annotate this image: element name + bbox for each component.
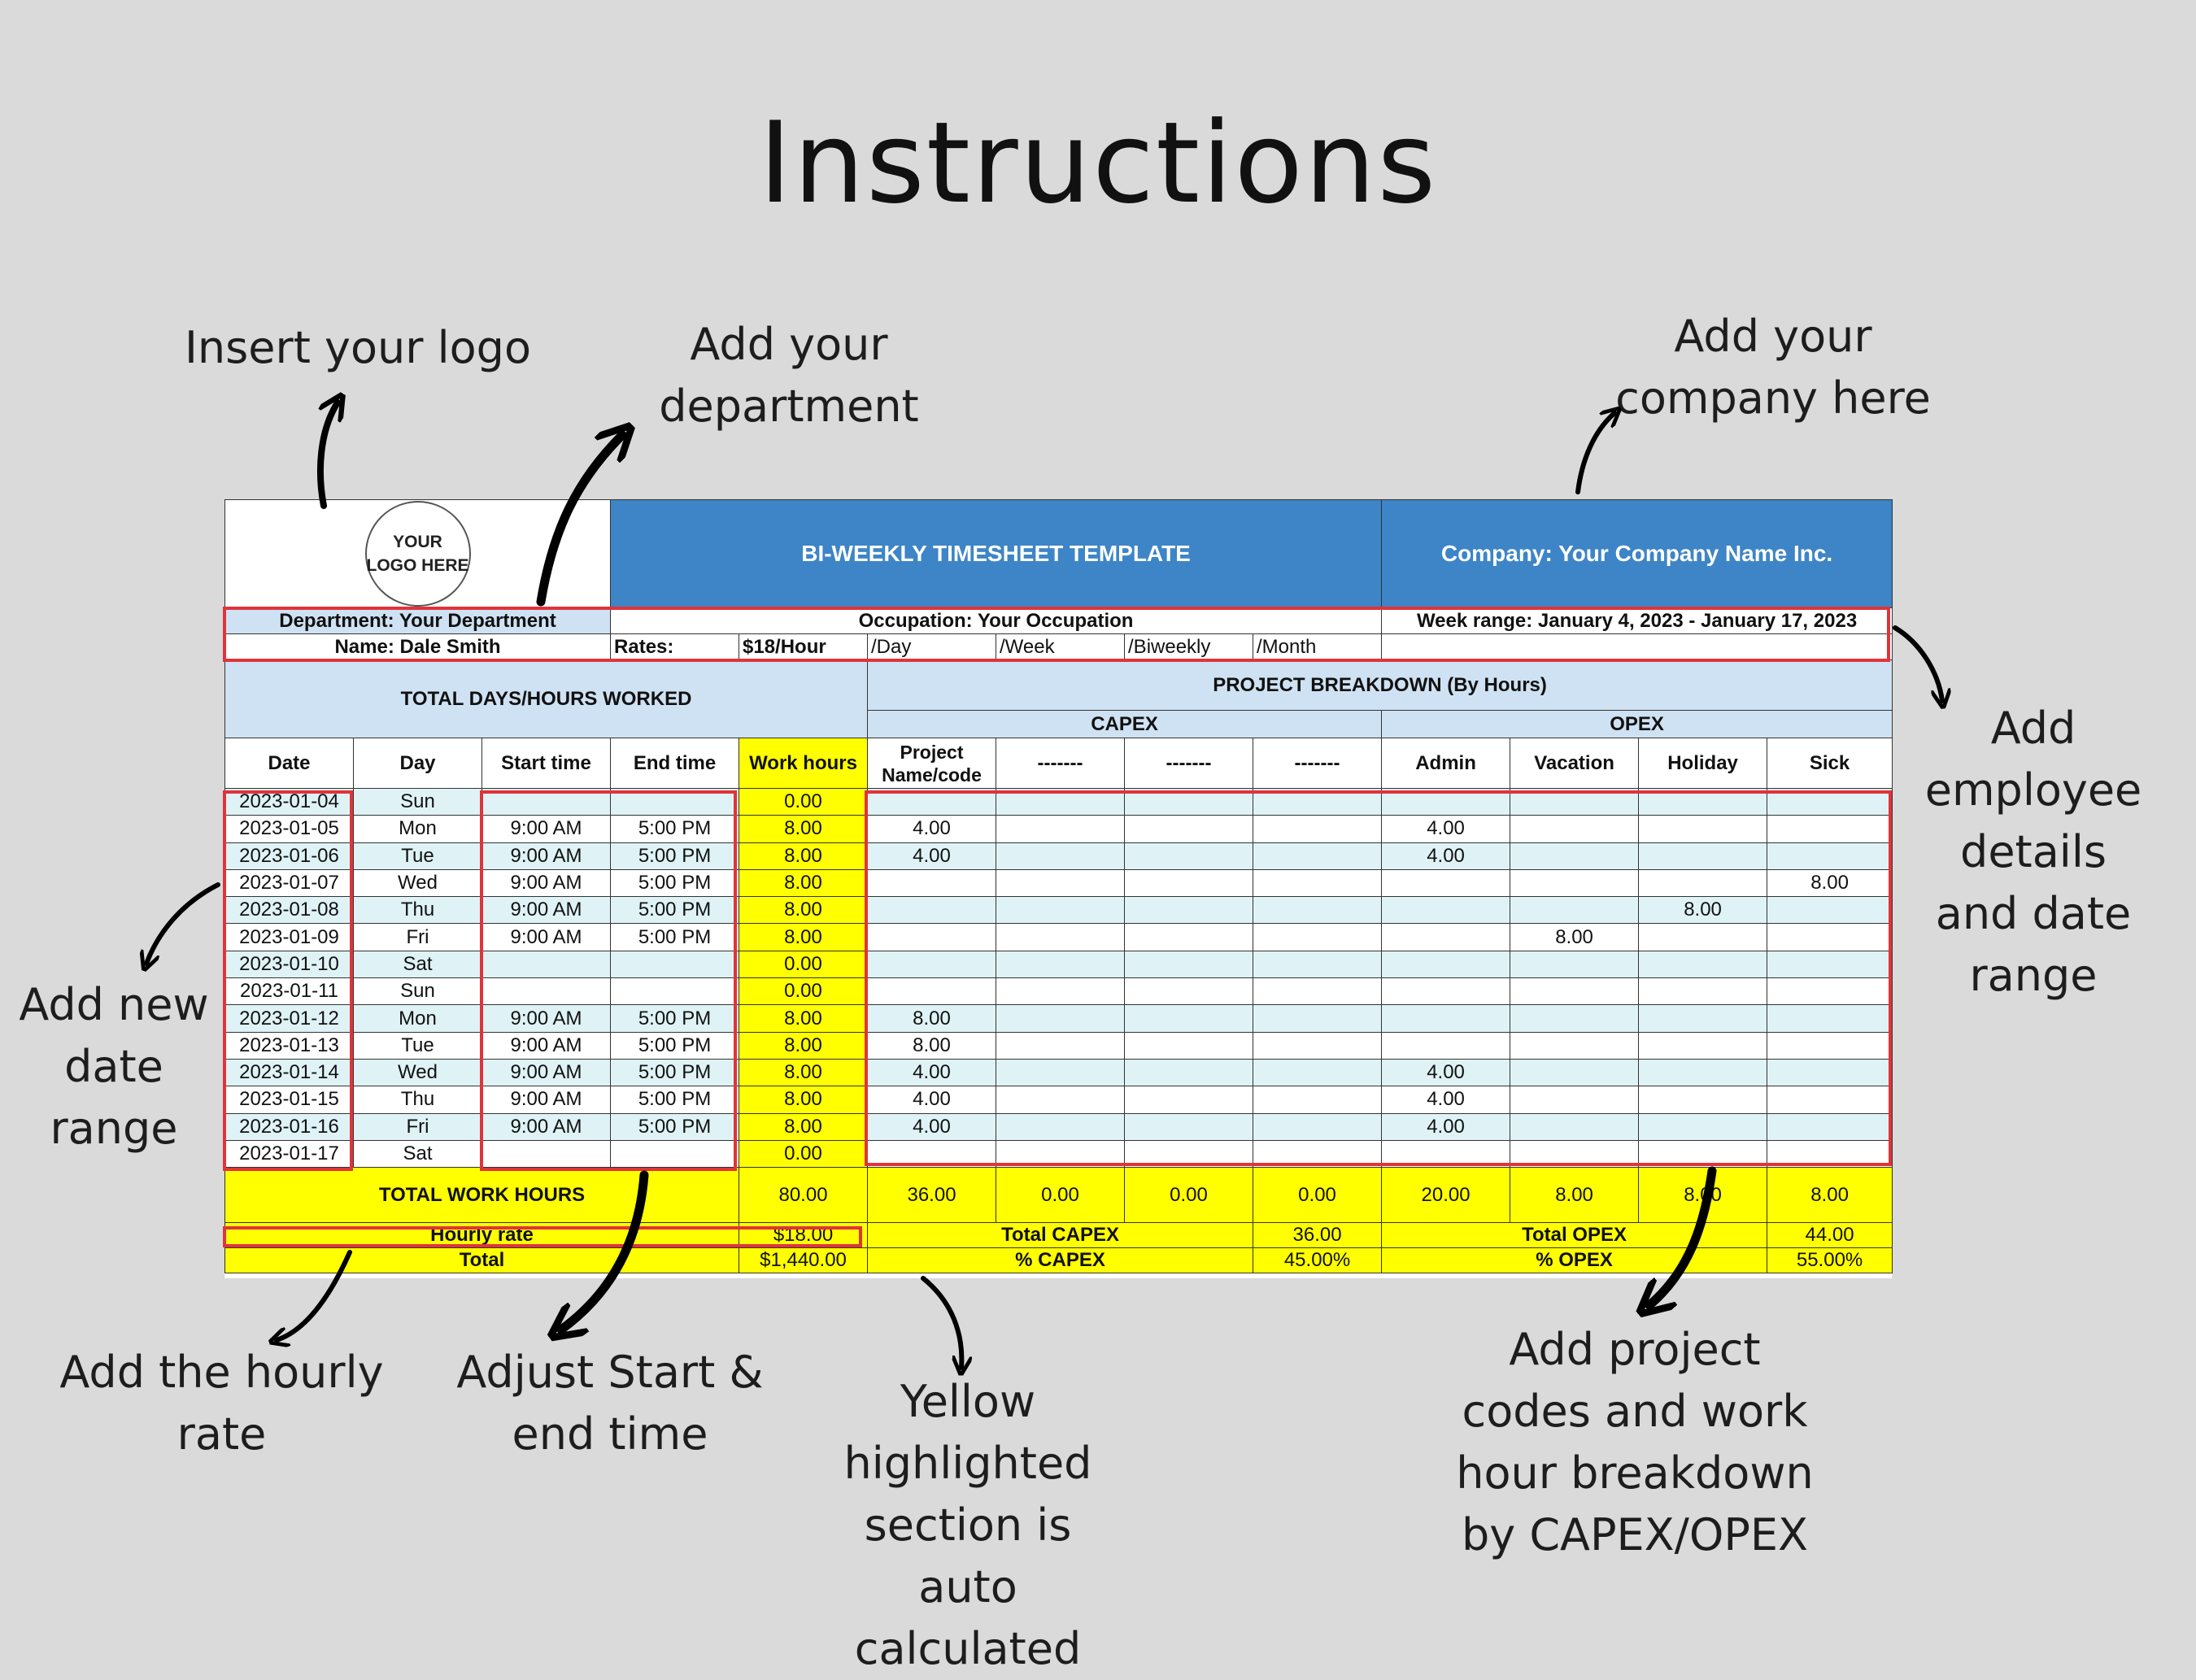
work-hours-cell: 0.00 <box>739 1140 868 1167</box>
logo-placeholder[interactable]: YOUR LOGO HERE <box>365 501 471 607</box>
rate-per-week[interactable]: /Week <box>996 634 1125 660</box>
end-time-cell[interactable]: 5:00 PM <box>611 924 739 951</box>
work-hours-cell: 8.00 <box>739 1086 868 1113</box>
project-code-cell[interactable]: 8.00 <box>868 1032 996 1059</box>
header-start-time: Start time <box>482 738 611 789</box>
start-time-cell[interactable]: 9:00 AM <box>482 869 611 896</box>
work-hours-cell: 8.00 <box>739 816 868 842</box>
start-time-cell[interactable]: 9:00 AM <box>482 1113 611 1140</box>
work-hours-cell: 8.00 <box>739 869 868 896</box>
total-pay-value: $1,440.00 <box>739 1248 868 1273</box>
date-cell[interactable]: 2023-01-15 <box>225 1086 354 1113</box>
header-vacation: Vacation <box>1510 738 1639 789</box>
total-sick: 8.00 <box>1767 1168 1893 1223</box>
pct-opex-value: 55.00% <box>1767 1248 1893 1273</box>
total-vacation: 8.00 <box>1510 1168 1639 1223</box>
arrow-project <box>1649 1171 1712 1305</box>
pct-opex-label: % OPEX <box>1382 1248 1767 1273</box>
annotation-new-date-range: Add new date range <box>19 979 209 1154</box>
admin-cell[interactable]: 4.00 <box>1382 842 1510 869</box>
date-cell[interactable]: 2023-01-10 <box>225 951 354 977</box>
work-hours-cell: 8.00 <box>739 842 868 869</box>
start-time-cell[interactable]: 9:00 AM <box>482 1032 611 1059</box>
total-capex-col3: 0.00 <box>1125 1168 1253 1223</box>
annotation-insert-logo: Insert your logo <box>185 322 531 373</box>
date-cell[interactable]: 2023-01-16 <box>225 1113 354 1140</box>
start-time-cell[interactable]: 9:00 AM <box>482 816 611 842</box>
work-hours-cell: 8.00 <box>739 1005 868 1032</box>
day-cell[interactable]: Sun <box>354 978 482 1005</box>
date-cell[interactable]: 2023-01-08 <box>225 897 354 924</box>
date-cell[interactable]: 2023-01-13 <box>225 1032 354 1059</box>
header-work-hours: Work hours <box>739 738 868 789</box>
date-cell[interactable]: 2023-01-14 <box>225 1059 354 1086</box>
admin-cell[interactable]: 4.00 <box>1382 1059 1510 1086</box>
annotation-hourly-rate: Add the hourly rate <box>59 1347 384 1460</box>
total-capex-col2: 0.00 <box>996 1168 1125 1223</box>
work-hours-cell: 0.00 <box>739 978 868 1005</box>
total-pay-label: Total <box>225 1248 739 1273</box>
work-hours-cell: 0.00 <box>739 789 868 816</box>
week-range-field[interactable]: Week range: January 4, 2023 - January 17, 2023 <box>1382 608 1893 634</box>
hourly-rate-label: Hourly rate <box>225 1223 739 1248</box>
arrow-logo <box>320 403 338 506</box>
rate-per-day[interactable]: /Day <box>868 634 996 660</box>
work-hours-cell: 8.00 <box>739 1113 868 1140</box>
total-capex-label: Total CAPEX <box>868 1223 1253 1248</box>
annotation-add-company: Add your company here <box>1615 311 1931 424</box>
total-days-hours-header: TOTAL DAYS/HOURS WORKED <box>225 660 868 738</box>
admin-cell[interactable]: 4.00 <box>1382 1113 1510 1140</box>
work-hours-cell: 8.00 <box>739 924 868 951</box>
end-time-cell[interactable]: 5:00 PM <box>611 816 739 842</box>
annotation-employee-details: Add employee details and date range <box>1924 703 2142 1001</box>
day-cell[interactable]: Thu <box>354 1086 482 1113</box>
start-time-cell[interactable]: 9:00 AM <box>482 924 611 951</box>
header-capex-col2[interactable]: ------- <box>996 738 1125 789</box>
end-time-cell[interactable]: 5:00 PM <box>611 1059 739 1086</box>
end-time-cell[interactable]: 5:00 PM <box>611 1032 739 1059</box>
start-time-cell[interactable]: 9:00 AM <box>482 1086 611 1113</box>
project-code-cell[interactable]: 4.00 <box>868 842 996 869</box>
arrow-start-end <box>561 1175 644 1330</box>
day-cell[interactable]: Tue <box>354 1032 482 1059</box>
work-hours-cell: 8.00 <box>739 897 868 924</box>
total-work-hours-label: TOTAL WORK HOURS <box>225 1168 739 1223</box>
day-cell[interactable]: Fri <box>354 924 482 951</box>
end-time-cell[interactable]: 5:00 PM <box>611 897 739 924</box>
page-title: Instructions <box>758 98 1438 228</box>
total-opex-label: Total OPEX <box>1382 1223 1767 1248</box>
work-hours-cell: 8.00 <box>739 1059 868 1086</box>
end-time-cell[interactable]: 5:00 PM <box>611 1113 739 1140</box>
date-cell[interactable]: 2023-01-04 <box>225 789 354 816</box>
arrow-date-range <box>146 885 218 964</box>
project-code-cell[interactable]: 4.00 <box>868 1086 996 1113</box>
date-cell[interactable]: 2023-01-11 <box>225 978 354 1005</box>
start-time-cell[interactable]: 9:00 AM <box>482 897 611 924</box>
total-admin: 20.00 <box>1382 1168 1510 1223</box>
occupation-field[interactable]: Occupation: Your Occupation <box>611 608 1382 634</box>
project-code-cell[interactable]: 4.00 <box>868 1113 996 1140</box>
company-name[interactable]: Company: Your Company Name Inc. <box>1382 500 1893 608</box>
header-capex-col3[interactable]: ------- <box>1125 738 1253 789</box>
pct-capex-value: 45.00% <box>1253 1248 1382 1273</box>
day-cell[interactable]: Wed <box>354 1059 482 1086</box>
day-cell[interactable]: Sat <box>354 1140 482 1167</box>
arrow-employee <box>1895 628 1942 701</box>
header-project-code[interactable]: Project Name/code <box>868 738 996 789</box>
work-hours-cell: 8.00 <box>739 1032 868 1059</box>
total-work-hours: 80.00 <box>739 1168 868 1223</box>
project-code-cell[interactable]: 4.00 <box>868 1059 996 1086</box>
end-time-cell[interactable]: 5:00 PM <box>611 869 739 896</box>
sick-cell[interactable]: 8.00 <box>1767 869 1893 896</box>
annotation-project-codes: Add project codes and work hour breakdown by CAPEX/OPEX <box>1456 1324 1814 1560</box>
annotation-yellow-auto: Yellow highlighted section is auto calculated <box>843 1376 1092 1674</box>
holiday-cell[interactable]: 8.00 <box>1639 897 1767 924</box>
date-cell[interactable]: 2023-01-05 <box>225 816 354 842</box>
name-field[interactable]: Name: Dale Smith <box>225 634 611 660</box>
project-code-cell[interactable]: 8.00 <box>868 1005 996 1032</box>
vacation-cell[interactable]: 8.00 <box>1510 924 1639 951</box>
day-cell[interactable]: Sun <box>354 789 482 816</box>
arrow-company <box>1578 413 1614 492</box>
arrow-hourly <box>277 1252 350 1340</box>
annotation-add-department: Add your department <box>659 319 919 432</box>
total-capex-col4: 0.00 <box>1253 1168 1382 1223</box>
end-time-cell[interactable]: 5:00 PM <box>611 1086 739 1113</box>
day-cell[interactable]: Wed <box>354 869 482 896</box>
project-code-cell[interactable]: 4.00 <box>868 816 996 842</box>
date-cell[interactable]: 2023-01-17 <box>225 1140 354 1167</box>
rates-label: Rates: <box>611 634 739 660</box>
pct-capex-label: % CAPEX <box>868 1248 1253 1273</box>
rate-per-biweekly[interactable]: /Biweekly <box>1125 634 1253 660</box>
start-time-cell[interactable]: 9:00 AM <box>482 1005 611 1032</box>
date-cell[interactable]: 2023-01-07 <box>225 869 354 896</box>
date-cell[interactable]: 2023-01-06 <box>225 842 354 869</box>
date-cell[interactable]: 2023-01-09 <box>225 924 354 951</box>
start-time-cell[interactable]: 9:00 AM <box>482 1059 611 1086</box>
capex-header: CAPEX <box>868 711 1382 738</box>
department-field[interactable]: Department: Your Department <box>225 608 611 634</box>
admin-cell[interactable]: 4.00 <box>1382 1086 1510 1113</box>
rate-per-month[interactable]: /Month <box>1253 634 1382 660</box>
total-project: 36.00 <box>868 1168 996 1223</box>
total-capex-value: 36.00 <box>1253 1223 1382 1248</box>
hourly-rate-value[interactable]: $18.00 <box>739 1223 868 1248</box>
total-holiday: 8.00 <box>1639 1168 1767 1223</box>
date-cell[interactable]: 2023-01-12 <box>225 1005 354 1032</box>
end-time-cell[interactable]: 5:00 PM <box>611 842 739 869</box>
end-time-cell[interactable]: 5:00 PM <box>611 1005 739 1032</box>
header-sick: Sick <box>1767 738 1893 789</box>
day-cell[interactable]: Mon <box>354 816 482 842</box>
opex-header: OPEX <box>1382 711 1893 738</box>
header-day: Day <box>354 738 482 789</box>
template-title: BI-WEEKLY TIMESHEET TEMPLATE <box>611 500 1382 608</box>
day-cell[interactable]: Sat <box>354 951 482 977</box>
header-end-time: End time <box>611 738 739 789</box>
arrow-department <box>541 435 622 602</box>
start-time-cell[interactable]: 9:00 AM <box>482 842 611 869</box>
day-cell[interactable]: Tue <box>354 842 482 869</box>
header-admin: Admin <box>1382 738 1510 789</box>
day-cell[interactable]: Mon <box>354 1005 482 1032</box>
day-cell[interactable]: Thu <box>354 897 482 924</box>
header-holiday: Holiday <box>1639 738 1767 789</box>
total-opex-value: 44.00 <box>1767 1223 1893 1248</box>
arrow-yellow <box>923 1278 961 1368</box>
work-hours-cell: 0.00 <box>739 951 868 977</box>
rate-value[interactable]: $18/Hour <box>739 634 868 660</box>
header-date: Date <box>225 738 354 789</box>
day-cell[interactable]: Fri <box>354 1113 482 1140</box>
header-capex-col4[interactable]: ------- <box>1253 738 1382 789</box>
annotation-start-end-time: Adjust Start & end time <box>456 1347 764 1460</box>
project-breakdown-header: PROJECT BREAKDOWN (By Hours) <box>868 660 1893 711</box>
admin-cell[interactable]: 4.00 <box>1382 816 1510 842</box>
